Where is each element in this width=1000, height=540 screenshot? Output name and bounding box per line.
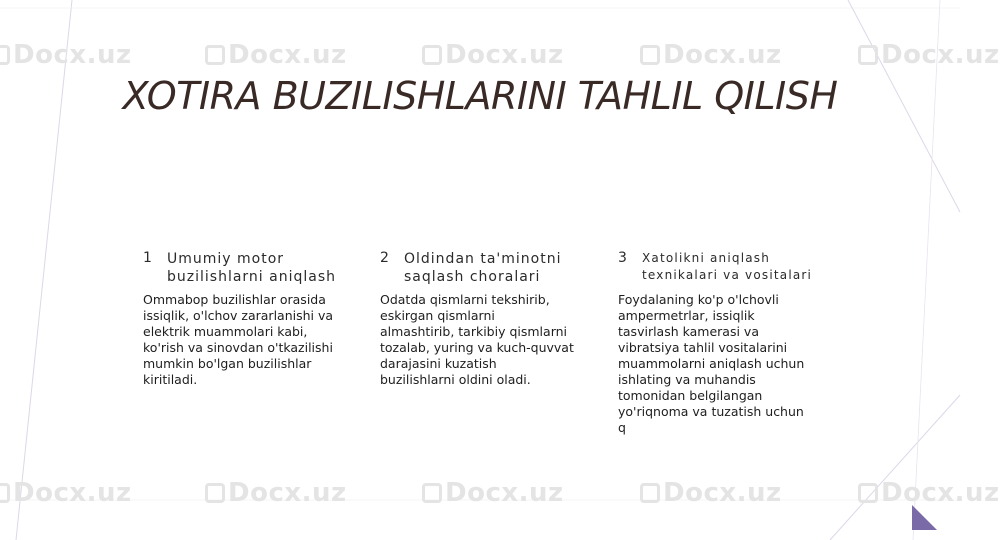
column-heading bbox=[618, 250, 833, 290]
column-heading bbox=[380, 250, 590, 290]
column-number: 2 bbox=[380, 250, 389, 266]
column-title: Umumiy motor buzilishlarni aniqlash bbox=[167, 251, 336, 285]
watermark: Docx.uz bbox=[640, 478, 782, 508]
watermark: Docx.uz bbox=[422, 40, 564, 70]
column-motor-faults bbox=[143, 250, 353, 387]
watermark: Docx.uz bbox=[0, 478, 132, 508]
column-preventive-maintenance bbox=[380, 250, 590, 387]
watermark: Docx.uz bbox=[205, 478, 347, 508]
column-heading bbox=[143, 250, 353, 290]
column-number: 3 bbox=[618, 250, 627, 266]
watermark: Docx.uz bbox=[205, 40, 347, 70]
watermark: Docx.uz bbox=[422, 478, 564, 508]
watermark: Docx.uz bbox=[858, 40, 1000, 70]
watermark: Docx.uz bbox=[0, 40, 132, 70]
column-title: Xatolikni aniqlash texnikalari va vositalari bbox=[642, 251, 813, 282]
corner-triangle-icon bbox=[912, 505, 937, 530]
column-body: Foydalaning ko'p o'lchovli ampermetrlar, issiqlik tasvirlash kamerasi va vibratsiya tahlil vositalarini muammolarni aniqlash uchun ishlating va muhandis tomonidan belgilangan yo'riqnoma va tuzatish uchun q bbox=[618, 292, 805, 435]
column-fault-detection bbox=[618, 250, 833, 435]
column-title: Oldindan ta'minotni saqlash choralari bbox=[404, 251, 562, 285]
watermark: Docx.uz bbox=[640, 40, 782, 70]
column-body: Odatda qismlarni tekshirib, eskirgan qismlarni almashtirib, tarkibiy qismlarni tozalab, yuring va kuch-quvvat darajasini kuzatish buzilishlarni oldini oladi. bbox=[380, 292, 574, 387]
watermark: Docx.uz bbox=[858, 478, 1000, 508]
column-body: Ommabop buzilishlar orasida issiqlik, o'lchov zararlanishi va elektrik muammolari kabi, ko'rish va sinovdan o'tkazilishi mumkin bo'lgan buzilishlar kiritiladi. bbox=[143, 292, 334, 387]
slide-title: XOTIRA BUZILISHLARINI TAHLIL QILISH bbox=[122, 74, 838, 118]
column-number: 1 bbox=[143, 250, 152, 266]
